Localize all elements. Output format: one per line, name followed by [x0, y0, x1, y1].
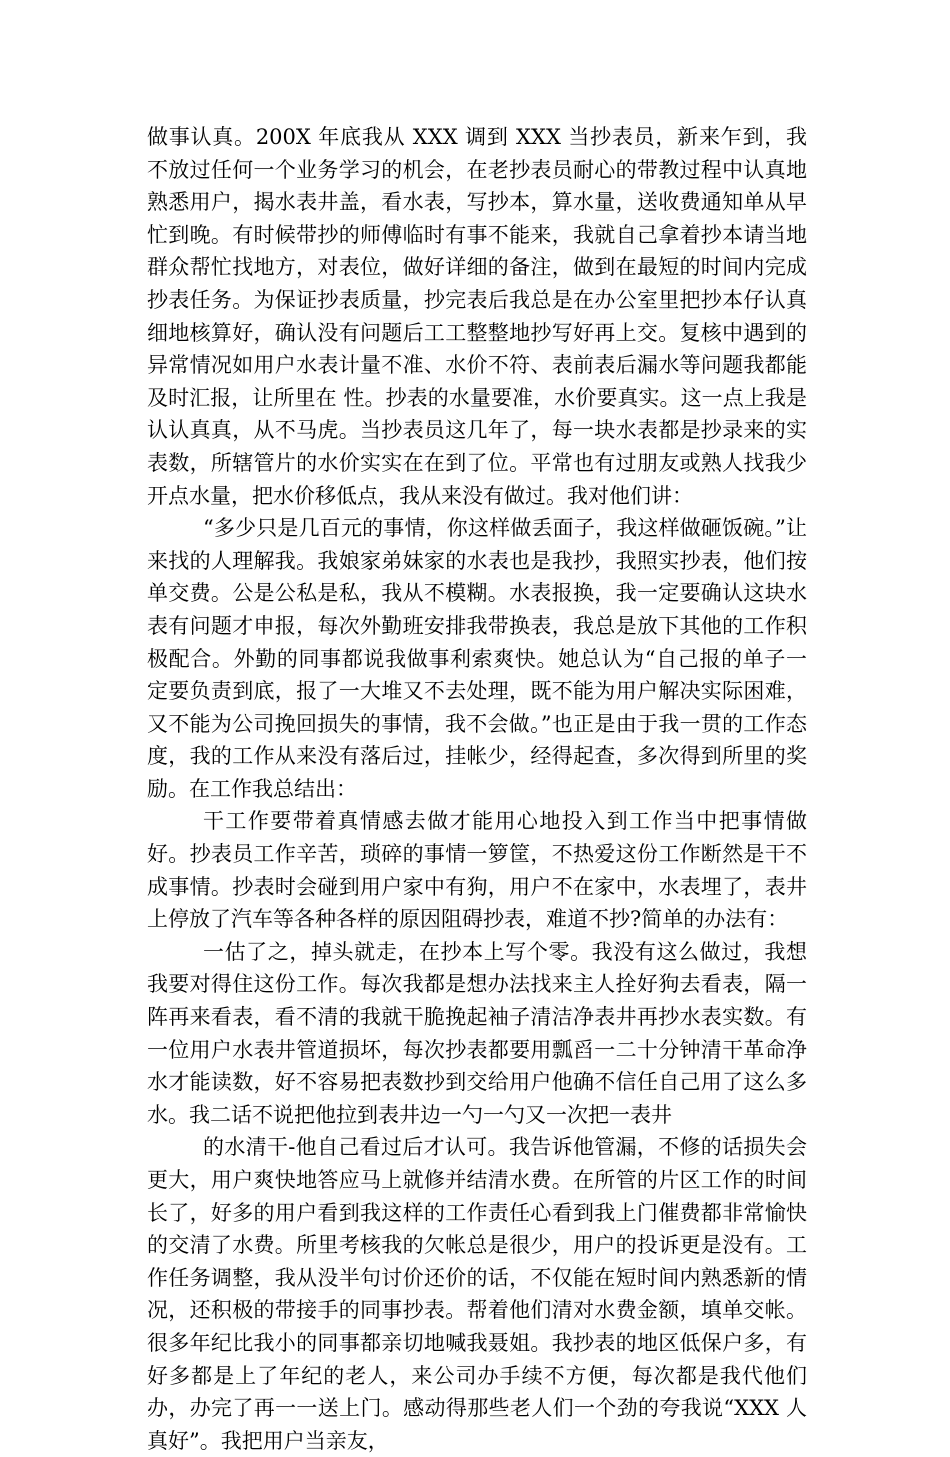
paragraph-5: 的水清干-他自己看过后才认可。我告诉他管漏，不修的话损失会更大，用户爽快地答应马上就修并结清水费。在所管的片区工作的时间长了，好多的用户看到我这样的工作责任心看到我上门催费都非常愉快的交清了水费。所里考核我的欠帐总是很少，用户的投诉更是没有。工作任务调整，我从没半句讨价还价的话，不仅能在短时间内熟悉新的情况，还积极的带接手的同事抄表。帮着他们清对水费金额，填单交帐。很多年纪比我小的同事都亲切地喊我聂姐。我抄表的地区低保户多，有好多都是上了年纪的老人，来公司办手续不方便，每次都是我代他们办，办完了再一一送上门。感动得那些老人们一个劲的夸我说“XXX 人真好”。我把用户当亲友，: [147, 1135, 807, 1453]
paragraph-4: 一估了之，掉头就走，在抄本上写个零。我没有这么做过，我想我要对得住这份工作。每次我都是想办法找来主人拴好狗去看表，隔一阵再来看表，看不清的我就干脆挽起袖子清洁净表井再抄水表实数。有一位用户水表井管道损坏，每次抄表都要用瓢舀一二十分钟清干革命净水才能读数，好不容易把表数抄到交给用户他确不信任自己用了这么多水。我二话不说把他拉到表井边一勺一勺又一次把一表井: [147, 939, 807, 1127]
document-body: [147, 121, 807, 1457]
paragraph-2: “多少只是几百元的事情，你这样做丢面子，我这样做砸饭碗。”让来找的人理解我。我娘家弟妹家的水表也是我抄，我照实抄表，他们按单交费。公是公私是私，我从不模糊。水表报换，我一定要确认这块水表有问题才申报，每次外勤班安排我带换表，我总是放下其他的工作积极配合。外勤的同事都说我做事利索爽快。她总认为“自己报的单子一定要负责到底，报了一大堆又不去处理，既不能为用户解决实际困难，又不能为公司挽回损失的事情，我不会做。”也正是由于我一贯的工作态度，我的工作从来没有落后过，挂帐少，经得起查，多次得到所里的奖励。在工作我总结出：: [147, 516, 807, 801]
paragraph-3: 干工作要带着真情感去做才能用心地投入到工作当中把事情做好。抄表员工作辛苦，琐碎的事情一箩筐，不热爱这份工作断然是干不成事情。抄表时会碰到用户家中有狗，用户不在家中，水表埋了，表井上停放了汽车等各种各样的原因阻碍抄表，难道不抄?简单的办法有：: [147, 809, 807, 932]
paragraph-1: 做事认真。200X 年底我从 XXX 调到 XXX 当抄表员，新来乍到，我不放过任何一个业务学习的机会，在老抄表员耐心的带教过程中认真地熟悉用户，揭水表井盖，看水表，写抄本，算水量，送收费通知单从早忙到晚。有时候带抄的师傅临时有事不能来，我就自己拿着抄本请当地群众帮忙找地方，对表位，做好详细的备注，做到在最短的时间内完成抄表任务。为保证抄表质量，抄完表后我总是在办公室里把抄本仔认真细地核算好，确认没有问题后工工整整地抄写好再上交。复核中遇到的异常情况如用户水表计量不准、水价不符、表前表后漏水等问题我都能及时汇报，让所里在 性。抄表的水量要准，水价要真实。这一点上我是认认真真，从不马虎。当抄表员这几年了，每一块水表都是抄录来的实表数，所辖管片的水价实实在在到了位。平常也有过朋友或熟人找我少开点水量，把水价移低点，我从来没有做过。我对他们讲：: [147, 125, 807, 508]
